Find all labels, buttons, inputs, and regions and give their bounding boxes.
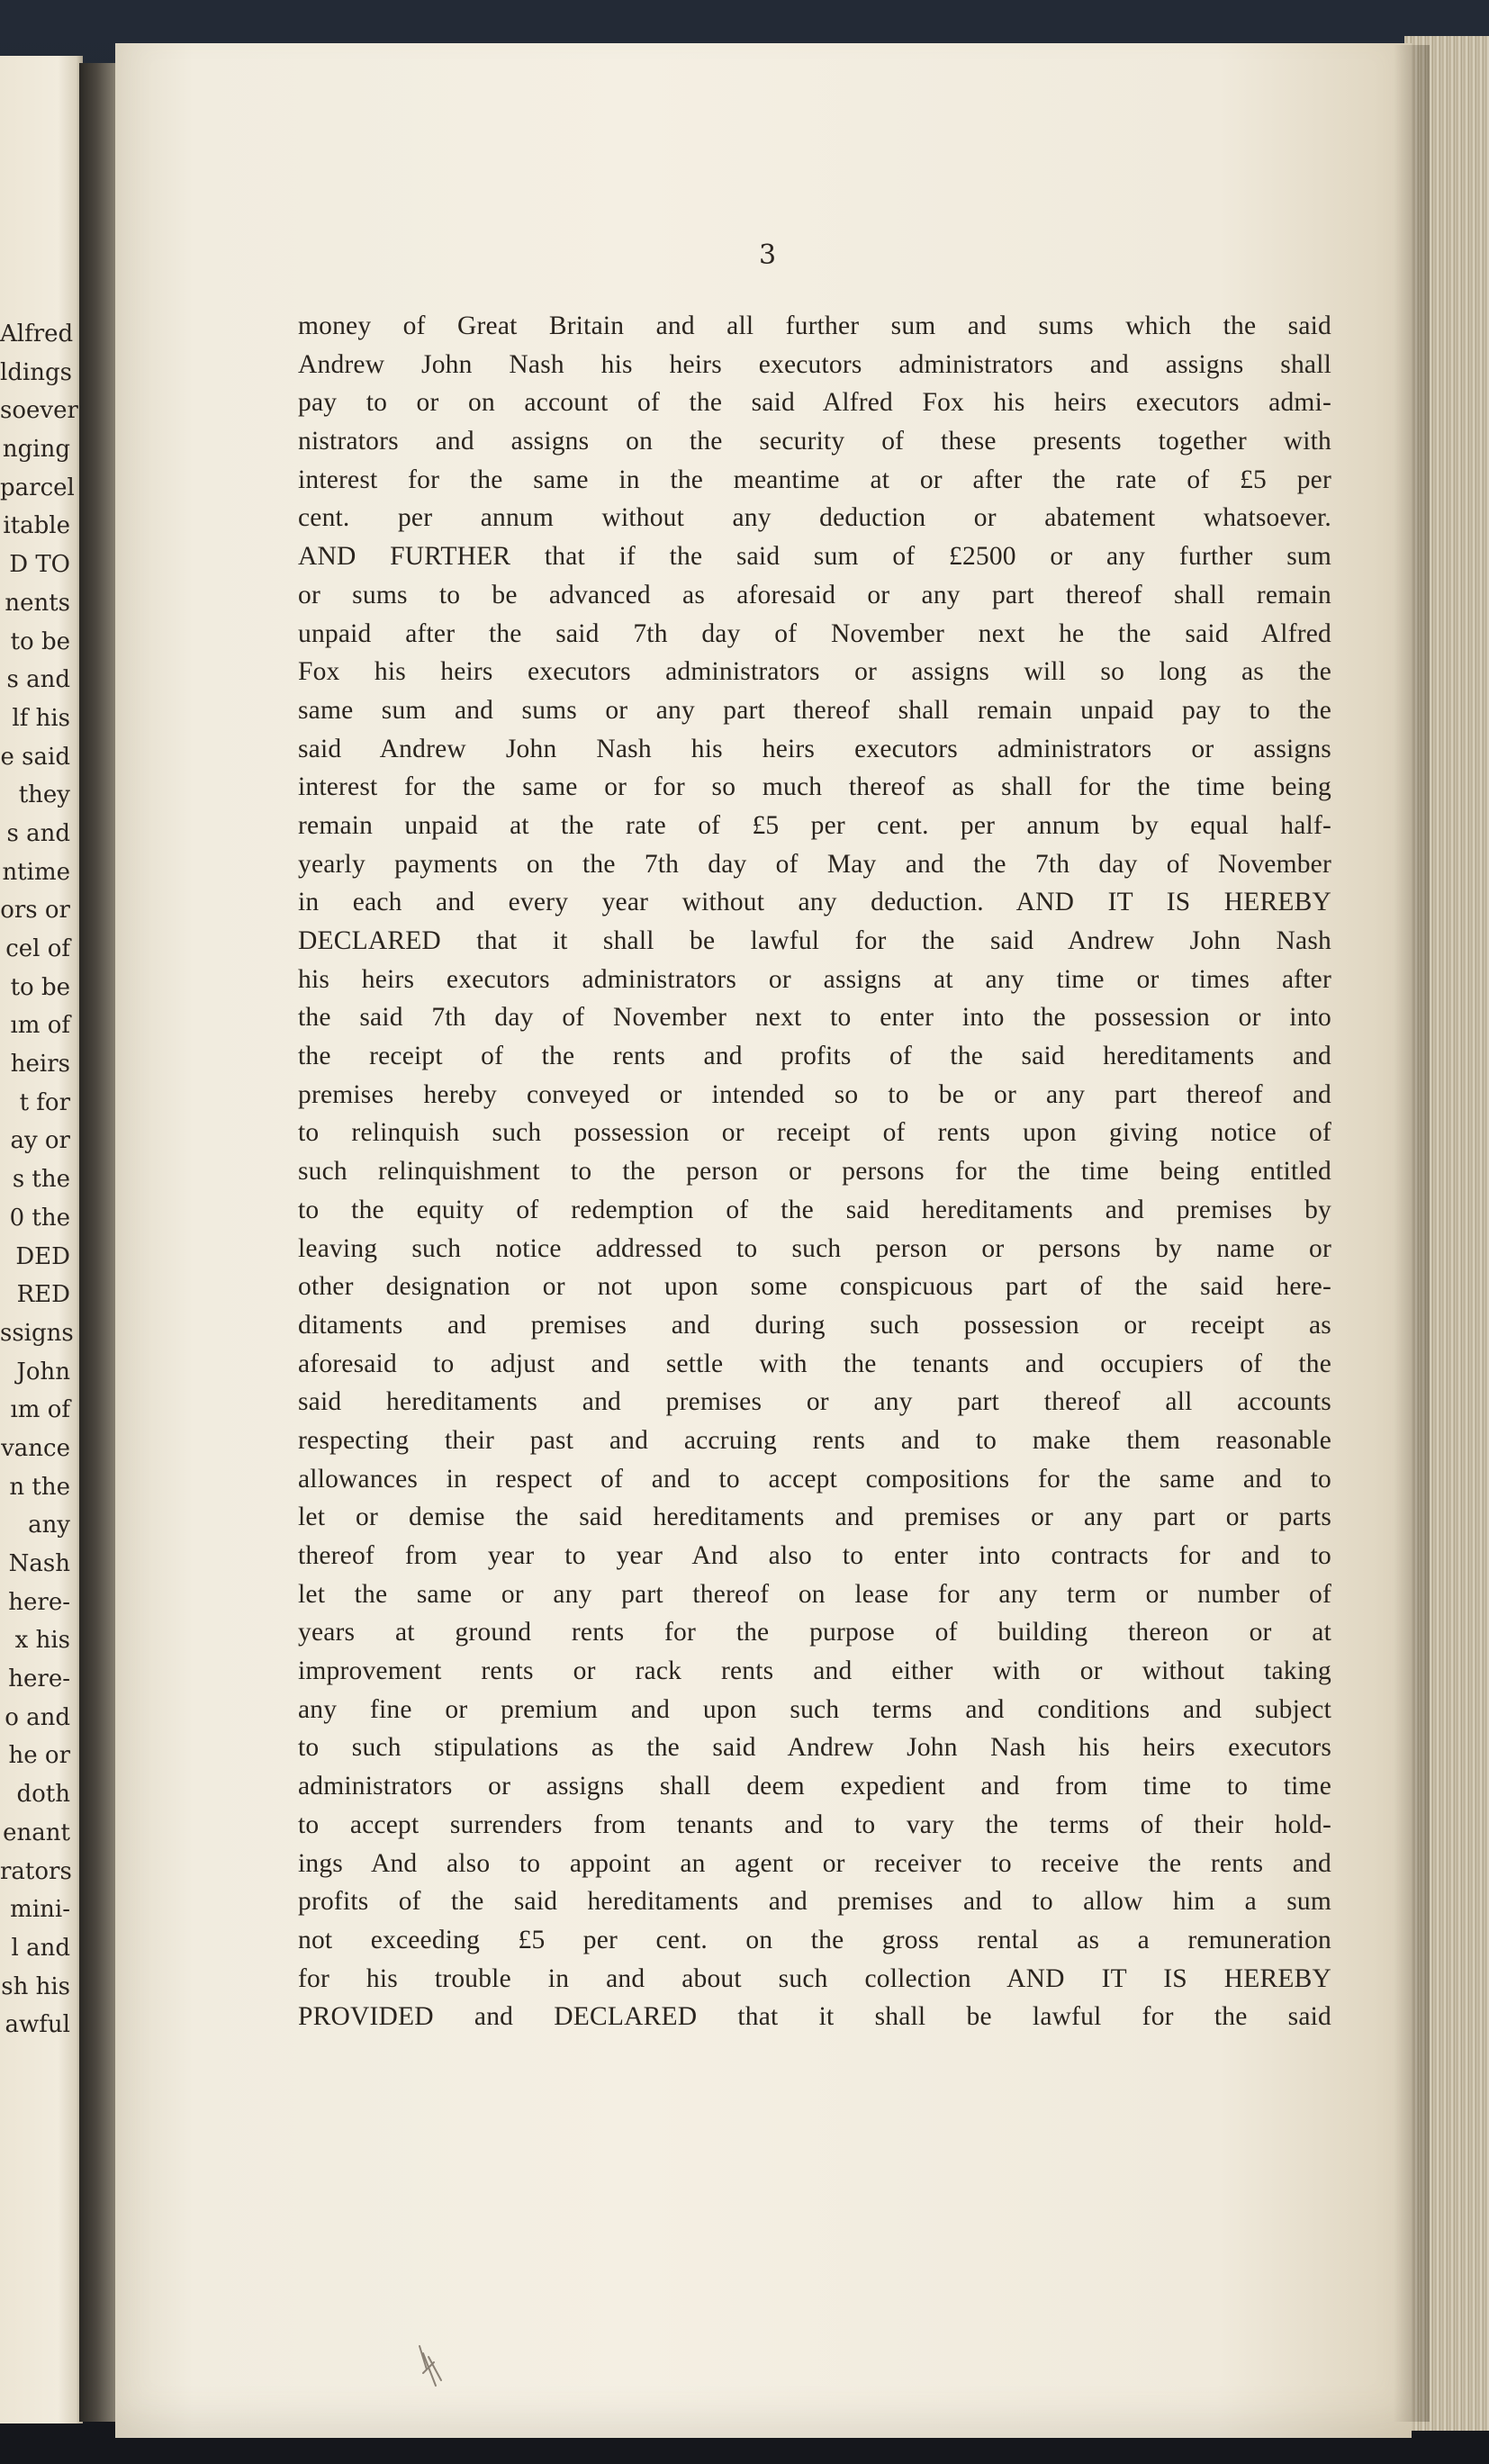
facing-page-line: o and (5, 1703, 70, 1731)
facing-page-line: Nash (8, 1550, 70, 1577)
text-line: money of Great Britain and all further sum and sums which the said (298, 311, 1331, 340)
facing-page-line: RED (16, 1281, 70, 1309)
text-line: PROVIDED and DECLARED that it shall be lawful for the said (298, 2002, 1331, 2032)
text-line: said hereditaments and premises or any part thereof all accounts (298, 1387, 1331, 1417)
facing-page-line: rators (0, 1857, 72, 1885)
facing-page-line: here- (8, 1588, 70, 1616)
facing-page-line: 0 the (9, 1204, 70, 1232)
text-line: pay to or on account of the said Alfred Fox his heirs executors admi- (298, 388, 1331, 418)
facing-page-line: nging (2, 436, 70, 464)
facing-page-line: heirs (10, 1051, 70, 1079)
facing-page-line: e said (0, 743, 70, 771)
facing-page-line: D TO (9, 551, 70, 579)
text-line: the said 7th day of November next to enter into the possession or into (298, 1003, 1331, 1033)
facing-page-line: awful (5, 2011, 70, 2039)
facing-page-line: John (16, 1358, 70, 1385)
facing-page-line: nents (5, 589, 70, 617)
facing-page-line: parcel (0, 474, 75, 501)
facing-page-line: ldings (0, 358, 73, 386)
text-line: let or demise the said hereditaments and premises or any part or parts (298, 1503, 1331, 1532)
facing-page-line: l and (11, 1934, 70, 1962)
facing-page-line: t for (19, 1088, 70, 1116)
facing-page-line: Alfred (0, 320, 74, 347)
text-line: aforesaid to adjust and settle with the tenants and occupiers of the (298, 1349, 1331, 1378)
text-line: yearly payments on the 7th day of May and the 7th day of November (298, 849, 1331, 879)
facing-page-line: ors or (0, 897, 70, 925)
text-line: to accept surrenders from tenants and to vary the terms of their hold- (298, 1810, 1331, 1839)
pencil-mark-icon (414, 2337, 445, 2393)
facing-page-line: s the (12, 1166, 70, 1194)
facing-page-line: sh his (1, 1972, 70, 2000)
facing-page-line: lf his (12, 704, 70, 732)
facing-page-line: any (28, 1512, 70, 1539)
text-line: AND FURTHER that if the said sum of £2500 or any further sum (298, 542, 1331, 572)
text-line: such relinquishment to the person or persons for the time being entitled (298, 1157, 1331, 1187)
text-line: other designation or not upon some conspicuous part of the said here- (298, 1272, 1331, 1302)
text-line: said Andrew John Nash his heirs executors administrators or assigns (298, 734, 1331, 763)
facing-page-line: they (18, 781, 70, 809)
text-line: interest for the same in the meantime at or after the rate of £5 per (298, 465, 1331, 494)
facing-page-line: s and (6, 666, 70, 694)
page-edge-shadow (1394, 45, 1430, 2422)
facing-page-line: soever (0, 397, 78, 425)
text-line: remain unpaid at the rate of £5 per cent. per annum by equal half- (298, 810, 1331, 840)
text-line: Andrew John Nash his heirs executors administrators and assigns shall (298, 349, 1331, 379)
text-line: administrators or assigns shall deem expedient and from time to time (298, 1772, 1331, 1801)
facing-page-line: mini- (10, 1896, 70, 1924)
facing-page (0, 56, 83, 2423)
text-line: for his trouble in and about such collection AND IT IS HEREBY (298, 1963, 1331, 1993)
page-number-label: 3 (759, 239, 777, 271)
text-line: thereof from year to year And also to enter into contracts for and to (298, 1541, 1331, 1570)
facing-page-line: itable (3, 512, 70, 540)
text-line: improvement rents or rack rents and either with or without taking (298, 1656, 1331, 1686)
text-line: the receipt of the rents and profits of the said hereditaments and (298, 1042, 1331, 1071)
facing-page-line: x his (14, 1627, 70, 1655)
facing-page-line: to be (10, 973, 70, 1001)
text-line: nistrators and assigns on the security of these presents together with (298, 427, 1331, 456)
facing-page-line: ntime (2, 858, 70, 886)
text-line: same sum and sums or any part thereof shall remain unpaid pay to the (298, 695, 1331, 725)
facing-page-line: DED (15, 1242, 70, 1270)
page-body-text (298, 307, 1331, 2036)
facing-page-line: ay or (10, 1127, 70, 1155)
facing-page-line: ssigns (0, 1319, 74, 1347)
text-line: to the equity of redemption of the said hereditaments and premises by (298, 1195, 1331, 1224)
text-line: leaving such notice addressed to such person or persons by name or (298, 1233, 1331, 1263)
facing-page-line: vance (1, 1434, 70, 1462)
facing-page-line: doth (16, 1781, 70, 1809)
text-line: Fox his heirs executors administrators or assigns will so long as the (298, 657, 1331, 687)
text-line: ditaments and premises and during such possession or receipt as (298, 1310, 1331, 1340)
text-line: interest for the same or for so much thereof as shall for the time being (298, 772, 1331, 802)
text-line: unpaid after the said 7th day of November next he the said Alfred (298, 618, 1331, 648)
facing-page-line: cel of (5, 935, 70, 962)
facing-page-line: he or (8, 1742, 70, 1770)
text-line: to such stipulations as the said Andrew John Nash his heirs executors (298, 1733, 1331, 1763)
main-page (115, 43, 1412, 2438)
text-line: any fine or premium and upon such terms and conditions and subject (298, 1694, 1331, 1724)
text-line: premises hereby conveyed or intended so to be or any part thereof and (298, 1079, 1331, 1109)
text-line: years at ground rents for the purpose of building thereon or at (298, 1618, 1331, 1647)
text-line: allowances in respect of and to accept compositions for the same and to (298, 1464, 1331, 1494)
text-line: ings And also to appoint an agent or receiver to receive the rents and (298, 1848, 1331, 1878)
text-line: to relinquish such possession or receipt of rents upon giving notice of (298, 1118, 1331, 1148)
text-line: let the same or any part thereof on lease for any term or number of (298, 1579, 1331, 1609)
facing-page-line: here- (8, 1665, 70, 1693)
text-line: his heirs executors administrators or assigns at any time or times after (298, 964, 1331, 994)
facing-page-line: ım of (10, 1012, 70, 1040)
facing-page-line: ım of (10, 1396, 70, 1424)
text-line: not exceeding £5 per cent. on the gross rental as a remuneration (298, 1925, 1331, 1954)
text-line: or sums to be advanced as aforesaid or any part thereof shall remain (298, 580, 1331, 609)
text-line: cent. per annum without any deduction or abatement whatsoever. (298, 503, 1331, 533)
text-line: in each and every year without any deduction. AND IT IS HEREBY (298, 888, 1331, 917)
facing-page-text (0, 315, 79, 2044)
facing-page-line: to be (10, 627, 70, 655)
text-line: DECLARED that it shall be lawful for the said Andrew John Nash (298, 926, 1331, 955)
text-line: respecting their past and accruing rents and to make them reasonable (298, 1425, 1331, 1455)
text-line: profits of the said hereditaments and premises and to allow him a sum (298, 1887, 1331, 1917)
facing-page-line: s and (6, 819, 70, 847)
facing-page-line: enant (3, 1819, 70, 1846)
facing-page-line: n the (9, 1473, 70, 1501)
